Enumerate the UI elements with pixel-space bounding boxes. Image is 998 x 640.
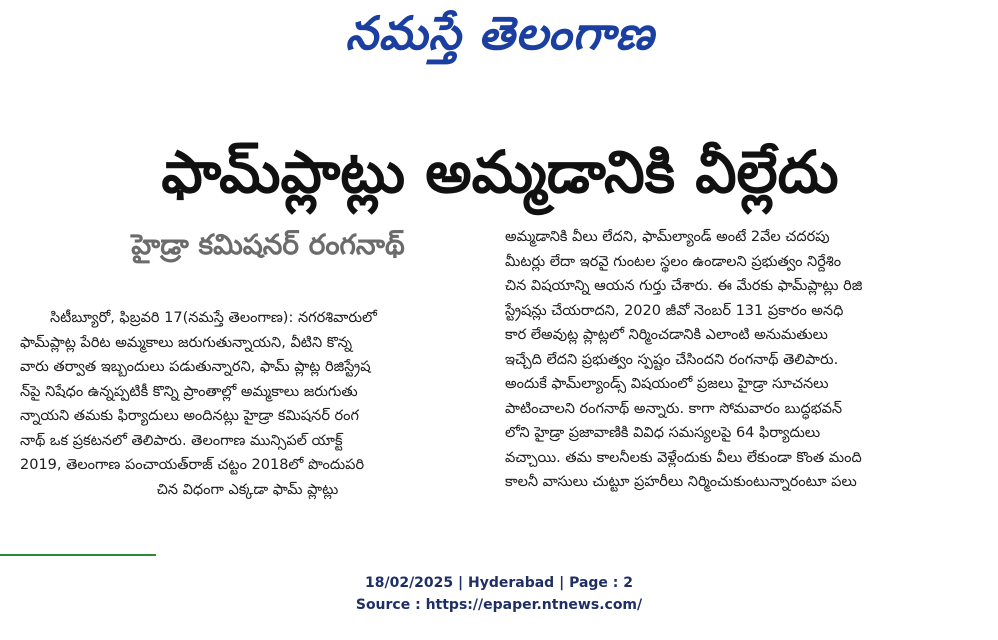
right-column-line: కార లేఅవుట్ల ప్లాట్లలో నిర్మించడానికి ఎలాంటి అనుమతులు [505,327,828,343]
right-column-line: లోని హైడ్రా ప్రజావాణికి వివిధ సమస్యలపై 64 ఫిర్యాదులు [505,425,821,441]
masthead-logo [300,4,700,74]
right-column-line: వచ్చాయి. తమ కాలనీలకు వెళ్లేందుకు వీలు లేకుండా కొంత మంది [505,449,862,466]
left-column-line: వారు తర్వాత ఇబ్బందులు పడుతున్నారని, ఫామ్ ప్లాట్ల రిజిస్ట్రేష [20,359,371,375]
article-left-column [20,306,475,502]
right-column-line: అందుకే ఫామ్‌ల్యాండ్స్ విషయంలో ప్రజలు హైడ్రా సూచనలు [505,376,829,392]
right-column-line: పాటించాలని రంగనాథ్ అన్నారు. కాగా సోమవారం బుద్ధభవన్ [505,400,843,417]
right-column-line: అమ్మడానికి వీలు లేదని, ఫామ్‌ల్యాండ్ అంటే 2వేల చదరపు [505,229,830,245]
right-column-line: చిన విషయాన్ని ఆయన గుర్తు చేశారు. ఈ మేరకు ఫామ్‌ప్లాట్లు రిజి [505,278,863,294]
right-column-line: స్ట్రేషన్లు చేయరాదని, 2020 జీవో నెంబర్ 131 ప్రకారం అనధి [505,302,844,319]
green-divider [0,554,156,556]
masthead-title: నమస్తే తెలంగాణ [345,6,655,60]
left-column-line: నాథ్ ఒక ప్రకటనలో తెలిపారు. తెలంగాణ మున్సిపల్ యాక్ట్ [20,432,343,449]
left-column-line: సిటీబ్యూరో, ఫిబ్రవరి 17(నమస్తే తెలంగాణ): నగరశివారులో [50,310,377,326]
footer-source-line: Source : https://epaper.ntnews.com/ [355,597,643,613]
article-subhead: హైడ్రా కమిషనర్ రంగనాథ్ [131,228,405,261]
left-column-line: 2019, తెలంగాణ పంచాయత్‌రాజ్ చట్టం 2018లో పొందుపరి [20,457,365,473]
left-column-line: న్నాయని తమకు ఫిర్యాదులు అందినట్లు హైడ్రా కమిషనర్ రంగ [20,408,359,424]
page-footer [0,572,998,616]
left-column-line: ఫామ్‌ప్లాట్ల పేరిట అమ్మకాలు జరుగుతున్నాయని, వీటిని కొన్న [20,334,353,351]
left-column-line: చిన విధంగా ఎక్కడా ఫామ్ ప్లాట్లు [156,481,339,498]
article-right-column [505,225,963,495]
footer-date-line: 18/02/2025 | Hyderabad | Page : 2 [364,575,634,591]
right-column-line: మీటర్లు లేదా ఇరవై గుంటల స్థలం ఉండాలని ప్రభుత్వం నిర్దేశిం [505,253,842,270]
right-column-line: కాలనీ వాసులు చుట్టూ ప్రహరీలు నిర్మించుకుంటున్నారంటూ పలు [505,474,857,490]
right-column-line: ఇచ్చేది లేదని ప్రభుత్వం స్పష్టం చేసిందని రంగనాథ్ తెలిపారు. [505,351,839,368]
left-column-line: న్‌పై నిషేధం ఉన్నప్పటికీ కొన్ని ప్రాంతాల్లో అమ్మకాలు జరుగుతు [20,383,358,400]
article-headline: ఫామ్‌ప్లాట్లు అమ్మడానికి వీల్లేదు [161,138,839,206]
